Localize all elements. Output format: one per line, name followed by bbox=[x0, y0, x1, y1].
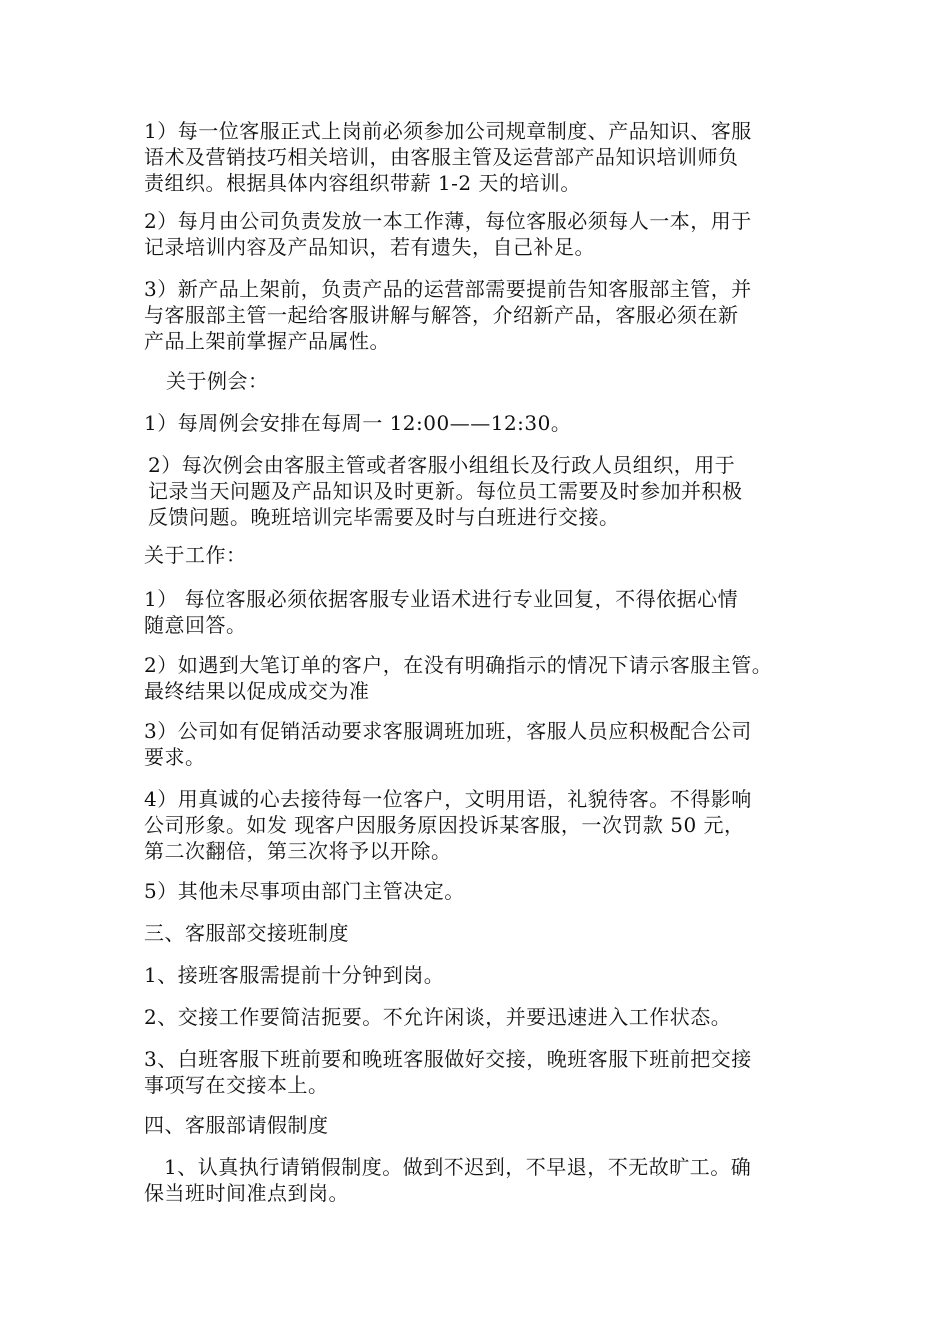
paragraph-work-4: 4）用真诚的心去接待每一位客户，文明用语，礼貌待客。不得影响 公司形象。如发 现客户因服务原因投诉某客服，一次罚款 50 元， 第二次翻倍，第三次将予以开除。 bbox=[144, 787, 752, 863]
paragraph-meeting-2: 2）每次例会由客服主管或者客服小组组长及行政人员组织，用于 记录当天问题及产品知识及时更新。每位员工需要及时参加并积极 反馈问题。晚班培训完毕需要及时与白班进行交接。 bbox=[148, 453, 743, 529]
heading-work: 关于工作： bbox=[144, 543, 247, 567]
paragraph-handover-1: 1、接班客服需提前十分钟到岗。 bbox=[144, 963, 445, 987]
paragraph-training-3: 3）新产品上架前，负责产品的运营部需要提前告知客服部主管，并 与客服部主管一起给客服讲解与解答，介绍新产品，客服必须在新 产品上架前掌握产品属性。 bbox=[144, 277, 752, 353]
heading-meetings: 关于例会： bbox=[166, 369, 269, 393]
paragraph-training-2: 2）每月由公司负责发放一本工作薄，每位客服必须每人一本，用于 记录培训内容及产品知识，若有遗失，自己补足。 bbox=[144, 209, 752, 259]
paragraph-work-5: 5）其他未尽事项由部门主管决定。 bbox=[144, 879, 465, 903]
paragraph-work-2: 2）如遇到大笔订单的客户，在没有明确指示的情况下请示客服主管。 最终结果以促成成交为准 bbox=[144, 653, 773, 703]
paragraph-meeting-1: 1）每周例会安排在每周一 12:00——12:30。 bbox=[144, 411, 572, 435]
paragraph-training-1: 1）每一位客服正式上岗前必须参加公司规章制度、产品知识、客服 语术及营销技巧相关培训，由客服主管及运营部产品知识培训师负 责组织。根据具体内容组织带薪 1-2 天的培训。 bbox=[144, 119, 752, 195]
paragraph-handover-3: 3、白班客服下班前要和晚班客服做好交接，晚班客服下班前把交接 事项写在交接本上。 bbox=[144, 1047, 752, 1097]
heading-leave-policy: 四、客服部请假制度 bbox=[144, 1113, 329, 1137]
paragraph-handover-2: 2、交接工作要简洁扼要。不允许闲谈，并要迅速进入工作状态。 bbox=[144, 1005, 732, 1029]
paragraph-work-3: 3）公司如有促销活动要求客服调班加班，客服人员应积极配合公司 要求。 bbox=[144, 719, 752, 769]
heading-shift-handover: 三、客服部交接班制度 bbox=[144, 921, 349, 945]
paragraph-leave-1: 1、认真执行请销假制度。做到不迟到，不早退，不无故旷工。确 保当班时间准点到岗。 bbox=[144, 1155, 752, 1205]
paragraph-work-1: 1） 每位客服必须依据客服专业语术进行专业回复，不得依据心情 随意回答。 bbox=[144, 587, 739, 637]
